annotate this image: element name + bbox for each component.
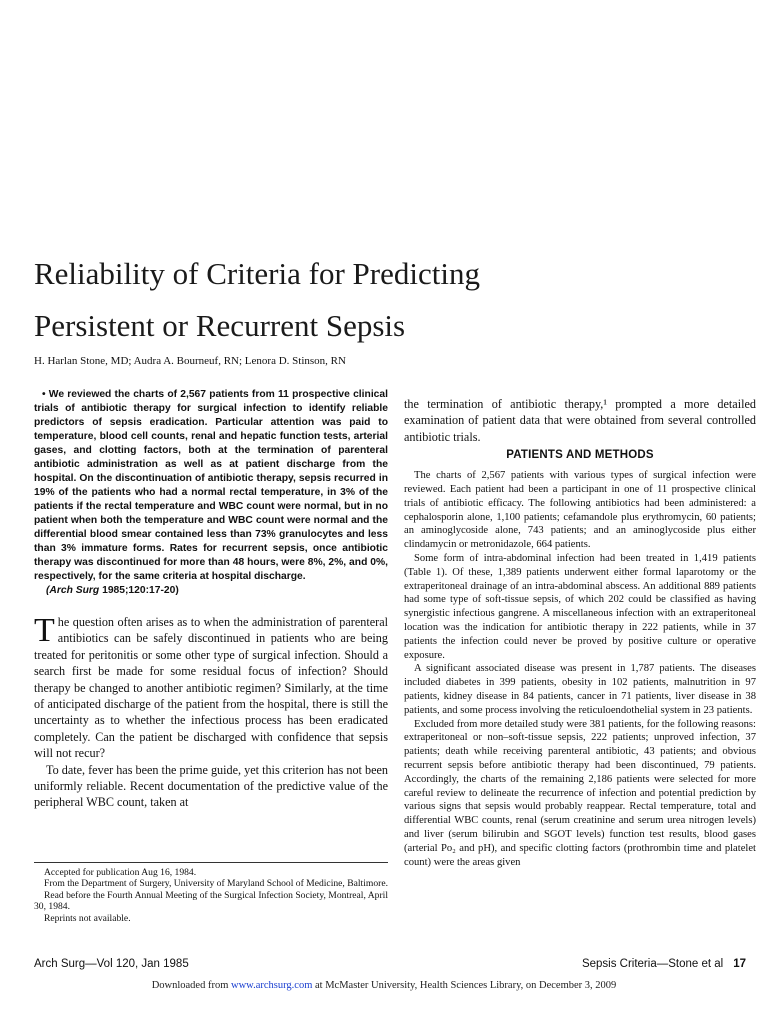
abstract-text: • We reviewed the charts of 2,567 patients from 11 prospective clinical trials of antibiotic therapy for surgical infection to identify reliable predictors of sepsis eradication. Particular attention was paid to temperature, blood cell counts, renal and hepatic function tests, arterial gases, and clotting factors, both at the termination of parenteral antibiotic administration as well as at patient discharge from the hospital. On the discontinuation of antibiotic therapy, sepsis recurred in 19% of the patients who had a normal rectal temperature, in 3% of the patients if the rectal temperature and WBC count were normal, but in no patient when both the temperature and WBC count were normal and the differential blood smear contained less than 73% granulocytes and less than 3% immature forms. Rates for recurrent sepsis, once antibiotic therapy was discontinued for more than 48 hours, were 8%, 2%, and 0%, respectively, for the same criteria at hospital discharge. — [34, 389, 388, 582]
download-suffix: at McMaster University, Health Sciences Library, on December 3, 2009 — [315, 980, 617, 991]
methods-paragraph-3: A significant associated disease was present in 1,787 patients. The diseases included diabetes in 399 patients, obesity in 102 patients, malnutrition in 97 patients, kidney disease in 84 patients, cancer in 71 patients, liver disease in 38 patients, and some process involving the reticuloendothelial system in 23 patients. — [404, 663, 756, 716]
section-heading-methods: PATIENTS AND METHODS — [506, 449, 654, 462]
citation-journal: (Arch Surg — [46, 585, 100, 596]
citation-volume: 1985;120:17-20) — [102, 585, 179, 596]
download-prefix: Downloaded from — [151, 980, 229, 991]
drop-cap: T — [34, 612, 55, 649]
download-notice — [0, 980, 768, 991]
footnotes — [34, 862, 388, 924]
left-column — [34, 388, 388, 811]
right-column — [404, 396, 756, 869]
intro-paragraph-1 — [34, 614, 388, 762]
author-list: H. Harlan Stone, MD; Audra A. Bourneuf, RN; Lenora D. Stinson, RN — [34, 355, 346, 367]
footnote-accepted: Accepted for publication Aug 16, 1984. — [44, 867, 197, 878]
title-line-1: Reliability of Criteria for Predicting — [34, 256, 480, 291]
footer-running-title-text: Sepsis Criteria—Stone et al — [581, 958, 724, 970]
footnote-reprints: Reprints not available. — [44, 912, 131, 924]
methods-paragraph-1: The charts of 2,567 patients with various types of surgical infection were reviewed. Each patient had been a participant in one of 11 prospective clinical trials of antibiotic efficacy. The following antibiotics had been administered: a cephalosporin alone, 1,100 patients; cefamandole plus erythromycin, 60 patients; an aminoglycoside alone, 743 patients; and an aminoglycoside plus either clindamycin or metronidazole, 664 patients. — [404, 470, 756, 551]
methods-paragraph-4: Excluded from more detailed study were 381 patients, for the following reasons: extraperitoneal or non–soft-tissue sepsis, 222 patients; unproved infection, 37 patients; death while receiving parenteral antibiotic, 43 patients; and obvious recurrent sepsis before antibiotic therapy had been discontinued, 79 patients. Accordingly, the charts of the remaining 2,186 patients were selected for more careful review to delineate the recurrence of infection and potential prediction by various signs that sepsis would probably reappear. Rectal temperature, total and differential WBC counts, renal (serum creatinine and serum urea nitrogen levels) and liver (serum bilirubin and SGOT levels) function test results, blood gases (arterial Po₂ and pH), and specific clotting factors (prothrombin time and platelet count) were the areas given — [404, 718, 756, 868]
page-number: 17 — [733, 958, 746, 970]
article-title — [34, 248, 734, 352]
footnote-department: From the Department of Surgery, University of Maryland School of Medicine, Baltimore. — [44, 878, 388, 890]
title-line-2: Persistent or Recurrent Sepsis — [34, 308, 406, 343]
footer-running-title — [582, 958, 746, 970]
methods-paragraph-2: Some form of intra-abdominal infection had been treated in 1,419 patients (Table 1). Of these, 1,389 patients underwent either formal laparotomy or the extraperitoneal drainage of an intra-abdominal abscess. An additional 889 patients had some type of soft-tissue sepsis, of which 202 could be classified as having synergistic infectious gangrene. A miscellaneous infection with an extraperitoneal location was the indication for antibiotic therapy in 222 patients, while in 37 patients the infection could never be proved by positive culture or operative exposure. — [404, 553, 756, 661]
intro-paragraph-1-text: he question often arises as to when the administration of parenteral antibiotics can be safely discontinued in patients who are being treated for peritonitis or some other type of surgical infection. Should a search first be made for some residual focus of infection? Should therapy be changed to another antibiotic regimen? Similarly, at the time of anticipated discharge of the patient from the hospital, there is still the uncertainty as to whether the infectious process has been eradicated completely. Can the patient be discharged with confidence that sepsis will not recur? — [34, 615, 388, 761]
intro-paragraph-3: the termination of antibiotic therapy,¹ prompted a more detailed examination of patient data that were obtained from several controlled antibiotic trials. — [404, 397, 756, 444]
archsurg-link[interactable]: www.archsurg.com — [231, 980, 313, 991]
footnote-meeting: Read before the Fourth Annual Meeting of the Surgical Infection Society, Montreal, April 30, 1984. — [34, 889, 388, 913]
footer-journal: Arch Surg—Vol 120, Jan 1985 — [34, 958, 189, 970]
abstract-citation — [46, 584, 388, 598]
intro-paragraph-2: To date, fever has been the prime guide, yet this criterion has not been uniformly reliable. Recent documentation of the predictive value of the peripheral WBC count, taken at — [34, 762, 388, 810]
